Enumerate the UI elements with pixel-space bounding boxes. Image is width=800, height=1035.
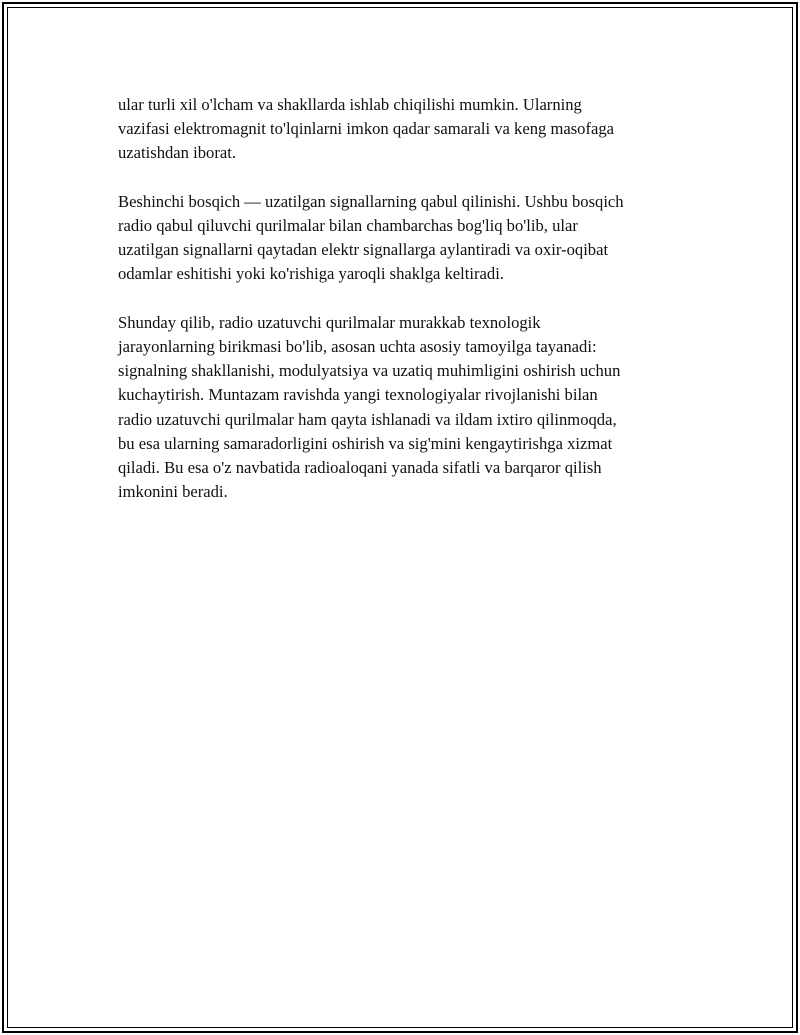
paragraph-3 <box>118 311 688 505</box>
text-line: imkonini beradi. <box>118 482 228 502</box>
text-line: radio qabul qiluvchi qurilmalar bilan chambarchas bog'liq bo'lib, ular <box>118 216 578 235</box>
text-line: qiladi. Bu esa o'z navbatida radioaloqani yanada sifatli va barqaror qilish <box>118 458 602 478</box>
text-line: uzatilgan signallarni qaytadan elektr signallarga aylantiradi va oxir-oqibat <box>118 240 609 260</box>
text-line: Beshinchi bosqich — uzatilgan signallarning qabul qilinishi. Ushbu bosqich <box>118 191 624 211</box>
text-line: kuchaytirish. Muntazam ravishda yangi texnologiyalar rivojlanishi bilan <box>118 385 598 405</box>
text-line: jarayonlarning birikmasi bo'lib, asosan uchta asosiy tamoyilga tayanadi: <box>118 337 597 356</box>
document-body <box>118 93 688 529</box>
paragraph-2 <box>118 190 688 287</box>
text-line: ular turli xil o'lcham va shakllarda ishlab chiqilishi mumkin. Ularning <box>118 95 582 114</box>
text-line: Shunday qilib, radio uzatuvchi qurilmalar murakkab texnologik <box>118 312 541 332</box>
text-line: odamlar eshitishi yoki ko'rishiga yaroqli shaklga keltiradi. <box>118 264 504 284</box>
text-line: uzatishdan iborat. <box>118 143 236 163</box>
text-line: signalning shakllanishi, modulyatsiya va uzatiq muhimligini oshirish uchun <box>118 361 621 381</box>
text-line: vazifasi elektromagnit to'lqinlarni imkon qadar samarali va keng masofaga <box>118 119 615 139</box>
paragraph-1 <box>118 93 688 166</box>
text-line: radio uzatuvchi qurilmalar ham qayta ishlanadi va ildam ixtiro qilinmoqda, <box>118 409 617 429</box>
text-line: bu esa ularning samaradorligini oshirish va sig'mini kengaytirishga xizmat <box>118 433 613 453</box>
